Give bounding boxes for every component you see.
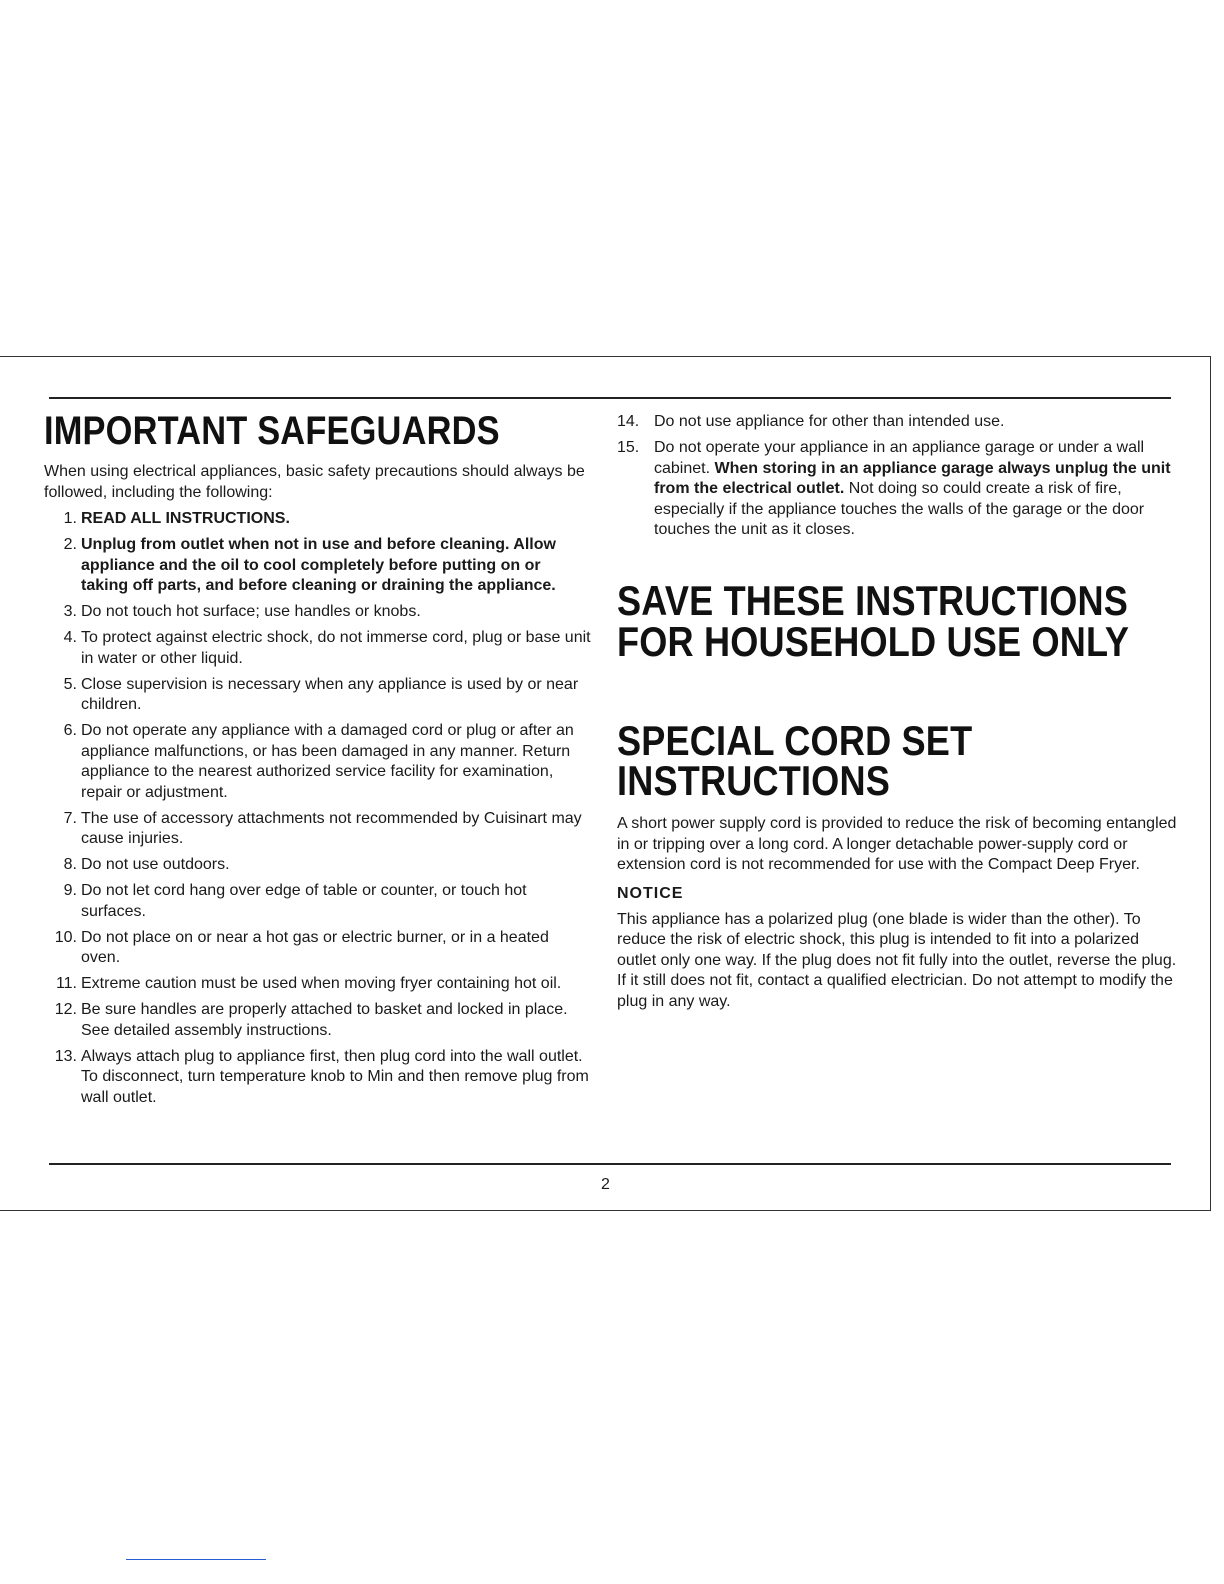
list-item-text: Do not use outdoors. [81, 856, 230, 873]
save-instructions-heading-line1: SAVE THESE INSTRUCTIONS [617, 577, 1129, 624]
list-item-text: Do not touch hot surface; use handles or knobs. [81, 603, 421, 620]
left-column [44, 410, 592, 1114]
list-item-text: Always attach plug to appliance first, then plug cord into the wall outlet. To disconnect, turn temperature knob to Min and then remove plug from wall outlet. [81, 1047, 589, 1106]
list-item-post-text: Not doing so could create a risk of fire, especially if the appliance touches the walls of the garage or the door touches the unit as it closes. [654, 480, 1145, 538]
cord-set-paragraph: A short power supply cord is provided to reduce the risk of becoming entangled in or tripping over a long cord. A longer detachable power-supply cord or extension cord is not recommended for use with the Compact Deep Fryer. [617, 815, 1177, 873]
intro-paragraph: When using electrical appliances, basic safety precautions should always be followed, including the following: [44, 463, 585, 501]
safeguards-list [44, 509, 592, 1108]
list-item [44, 928, 592, 969]
list-item-number: 5. [63, 675, 77, 693]
list-item-bold-text: When storing in an appliance garage always unplug the unit from the electrical outlet. [654, 459, 1171, 497]
list-item [44, 675, 592, 716]
list-item-number: 1. [63, 510, 77, 527]
list-item-number: 8. [63, 856, 77, 873]
list-item-number: 12. [54, 1001, 77, 1018]
list-item [617, 412, 1177, 433]
list-item-text: Close supervision is necessary when any appliance is used by or near children. [81, 675, 579, 713]
list-item-text: Do not let cord hang over edge of table or counter, or touch hot surfaces. [81, 882, 527, 920]
list-item-number: 10. [54, 928, 77, 946]
list-item-text: To protect against electric shock, do not immerse cord, plug or base unit in water or other liquid. [81, 629, 591, 667]
notice-paragraph: This appliance has a polarized plug (one blade is wider than the other). To reduce the risk of electric shock, this plug is intended to fit into a polarized outlet only one way. If the plug does not fit fully into the outlet, reverse the plug. If it still does not fit, contact a qualified electrician. Do not attempt to modify the plug in any way. [617, 910, 1177, 1010]
footer-link-underline [126, 1559, 266, 1560]
list-item [44, 602, 592, 623]
list-item-number: 15. [617, 439, 640, 456]
notice-label: NOTICE [617, 884, 684, 902]
list-item-text: Do not operate any appliance with a damaged cord or plug or after an appliance malfunctions, or has been damaged in any manner. Return appliance to the nearest authorized service facility for examination, repair or adjustment. [81, 722, 574, 801]
list-item-number: 13. [54, 1047, 77, 1065]
save-instructions-heading-line2: FOR HOUSEHOLD USE ONLY [617, 618, 1130, 665]
cord-set-heading-line1: SPECIAL CORD SET [617, 717, 973, 764]
list-item-number: 4. [63, 629, 77, 646]
list-item [44, 881, 592, 922]
list-item [44, 974, 592, 995]
page-number: 2 [601, 1176, 610, 1193]
list-item [44, 809, 592, 850]
list-item [44, 628, 592, 669]
list-item-number: 9. [63, 882, 77, 899]
list-item [44, 721, 592, 803]
list-item [617, 438, 1177, 541]
list-item-text: Be sure handles are properly attached to basket and locked in place. See detailed assembly instructions. [81, 1001, 568, 1039]
safeguards-list-continued [617, 412, 1177, 541]
list-item-bold-text: READ ALL INSTRUCTIONS. [81, 510, 290, 527]
list-item [44, 1000, 592, 1041]
list-item [44, 509, 592, 530]
top-rule [49, 397, 1171, 399]
list-item-text: Extreme caution must be used when moving fryer containing hot oil. [81, 975, 562, 992]
list-item-number: 7. [63, 809, 77, 827]
list-item [44, 1047, 592, 1109]
list-item-number: 3. [63, 603, 77, 620]
list-item [44, 855, 592, 876]
cord-set-heading-line2: INSTRUCTIONS [617, 757, 890, 804]
bottom-rule [49, 1163, 1171, 1165]
list-item-number: 11. [55, 975, 77, 992]
list-item-number: 2. [63, 536, 77, 553]
list-item-pre-text: Do not use appliance for other than intended use. [654, 413, 1005, 430]
list-item-text: Do not place on or near a hot gas or electric burner, or in a heated oven. [81, 928, 549, 966]
list-item-bold-text: Unplug from outlet when not in use and before cleaning. Allow appliance and the oil to cool completely before putting on or taking off parts, and before cleaning or draining the appliance. [81, 536, 556, 594]
list-item-pre-text: Do not operate your appliance in an appliance garage or under a wall cabinet. [654, 439, 1145, 477]
list-item [44, 535, 592, 597]
list-item-number: 6. [63, 722, 77, 739]
list-item-text: The use of accessory attachments not recommended by Cuisinart may cause injuries. [81, 809, 582, 847]
right-column [617, 412, 1177, 1012]
list-item-number: 14. [617, 413, 640, 430]
important-safeguards-heading: IMPORTANT SAFEGUARDS [44, 409, 500, 453]
